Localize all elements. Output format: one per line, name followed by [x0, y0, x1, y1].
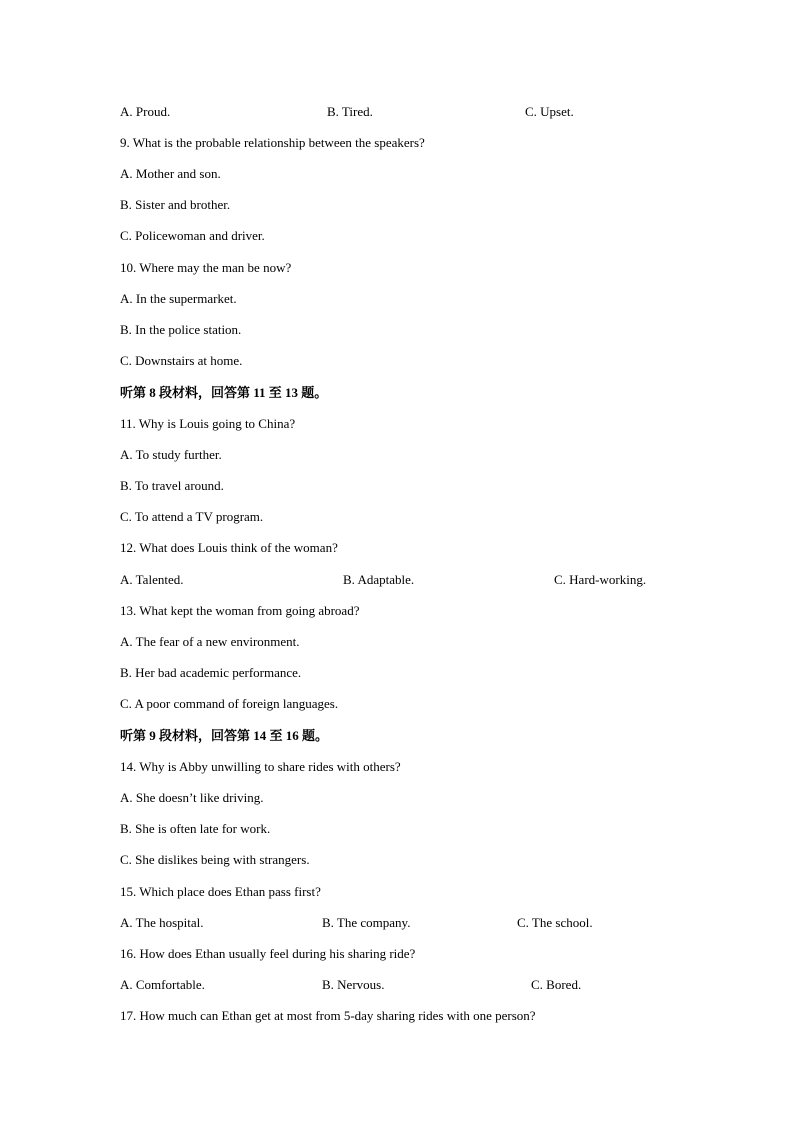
- question-12: 12. What does Louis think of the woman?: [120, 540, 338, 555]
- q13-option-c: C. A poor command of foreign languages.: [120, 696, 339, 711]
- question-14: 14. Why is Abby unwilling to share rides with others?: [120, 759, 401, 774]
- question-17: 17. How much can Ethan get at most from 5-day sharing rides with one person?: [120, 1008, 536, 1023]
- option-a: A. Comfortable.: [120, 977, 205, 992]
- option-b: B. Nervous.: [322, 977, 385, 992]
- option-c: C. The school.: [517, 915, 593, 930]
- q10-option-b: B. In the police station.: [120, 322, 242, 337]
- option-a: A. The hospital.: [120, 915, 204, 930]
- q9-option-c: C. Policewoman and driver.: [120, 228, 265, 243]
- q11-option-a: A. To study further.: [120, 447, 222, 462]
- option-b: B. Adaptable.: [343, 572, 415, 587]
- q14-option-b: B. She is often late for work.: [120, 821, 271, 836]
- question-9: 9. What is the probable relationship between the speakers?: [120, 135, 425, 150]
- question-11: 11. Why is Louis going to China?: [120, 416, 296, 431]
- question-16: 16. How does Ethan usually feel during his sharing ride?: [120, 946, 416, 961]
- question-15: 15. Which place does Ethan pass first?: [120, 884, 321, 899]
- q13-option-b: B. Her bad academic performance.: [120, 665, 302, 680]
- q13-option-a: A. The fear of a new environment.: [120, 634, 300, 649]
- option-c: C. Bored.: [531, 977, 582, 992]
- q9-option-a: A. Mother and son.: [120, 166, 221, 181]
- option-b: B. Tired.: [327, 104, 373, 119]
- question-10: 10. Where may the man be now?: [120, 260, 292, 275]
- q9-option-b: B. Sister and brother.: [120, 197, 231, 212]
- q10-option-a: A. In the supermarket.: [120, 291, 237, 306]
- q14-option-a: A. She doesn’t like driving.: [120, 790, 264, 805]
- option-c: C. Upset.: [525, 104, 574, 119]
- option-c: C. Hard-working.: [554, 572, 647, 587]
- option-a: A. Proud.: [120, 104, 171, 119]
- section-heading-8: 听第 8 段材料，回答第 11 至 13 题。: [120, 385, 328, 400]
- q11-option-b: B. To travel around.: [120, 478, 224, 493]
- section-heading-9: 听第 9 段材料，回答第 14 至 16 题。: [120, 728, 329, 743]
- option-b: B. The company.: [322, 915, 411, 930]
- q11-option-c: C. To attend a TV program.: [120, 509, 264, 524]
- q14-option-c: C. She dislikes being with strangers.: [120, 852, 310, 867]
- question-13: 13. What kept the woman from going abroad?: [120, 603, 360, 618]
- q10-option-c: C. Downstairs at home.: [120, 353, 243, 368]
- option-a: A. Talented.: [120, 572, 184, 587]
